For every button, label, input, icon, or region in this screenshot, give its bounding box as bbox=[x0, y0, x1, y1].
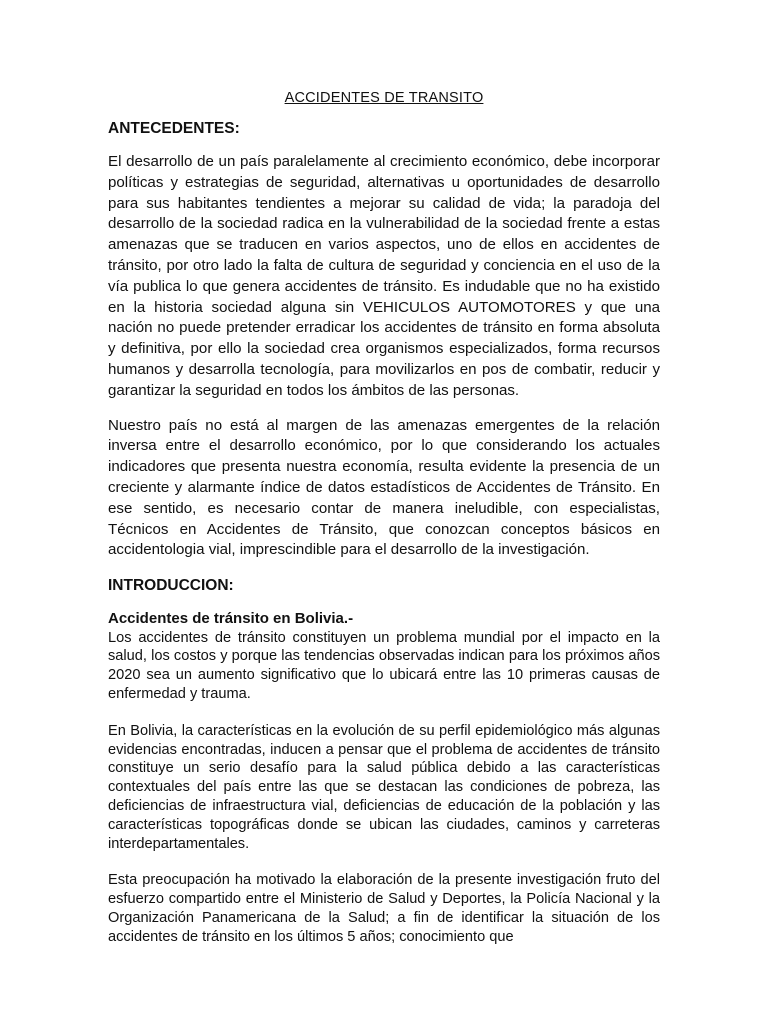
antecedentes-section bbox=[108, 118, 660, 561]
antecedentes-paragraph-2: Nuestro país no está al margen de las amenazas emergentes de la relación inversa entre el desarrollo económico, por lo que considerando los actuales indicadores que presenta nuestra economía, resulta evidente la presencia de un creciente y alarmante índice de datos estadísticos de Accidentes de Tránsito. En ese sentido, es necesario contar de manera ineludible, con especialistas, Técnicos en Accidentes de Tránsito, que conozcan conceptos básicos en accidentologia vial, imprescindible para el desarrollo de la investigación. bbox=[108, 416, 660, 559]
introduccion-section bbox=[108, 575, 660, 946]
introduccion-heading: INTRODUCCION: bbox=[108, 577, 234, 595]
antecedentes-paragraph-1: El desarrollo de un país paralelamente al crecimiento económico, debe incorporar políticas y estrategias de seguridad, alternativas u oportunidades de desarrollo para sus habitantes tendientes a mejorar su calidad de vida; la paradoja del desarrollo de la sociedad radica en la vulnerabilidad de la sociedad frente a estas amenazas que se traducen en varios aspectos, uno de ellos en accidentes de tránsito, por otro lado la falta de cultura de seguridad y conciencia en el uso de la vía publica lo que genera accidentes de tránsito. Es indudable que no ha existido en la historia sociedad alguna sin VEHICULOS AUTOMOTORES y que una nación no puede pretender erradicar los accidentes de tránsito en forma absoluta y definitiva, por ello la sociedad crea organismos especializados, forma recursos humanos y desarrolla tecnología, para movilizarlos en pos de combatir, reducir y garantizar la seguridad en todos los ámbitos de las personas. bbox=[108, 153, 660, 399]
introduccion-paragraph-1: Los accidentes de tránsito constituyen un problema mundial por el impacto en la salud, los costos y porque las tendencias observadas indican para los próximos años 2020 sea un aumento significativo que lo ubicará entre las 10 primeras causas de enfermedad y trauma. bbox=[108, 629, 660, 703]
introduccion-paragraph-2: En Bolivia, la características en la evolución de su perfil epidemiológico más algunas evidencias encontradas, inducen a pensar que el problema de accidentes de tránsito constituye un serio desafío para la salud pública debido a las características contextuales del país entre las que se destacan las condiciones de pobreza, las deficiencias de infraestructura vial, deficiencias de educación de la población y las características topográficas donde se ubican las ciudades, caminos y carreteras interdepartamentales. bbox=[108, 722, 660, 852]
introduccion-paragraph-3: Esta preocupación ha motivado la elaboración de la presente investigación fruto del esfuerzo compartido entre el Ministerio de Salud y Deportes, la Policía Nacional y la Organización Panamericana de la Salud; a fin de identificar la situación de los accidentes de tránsito en los últimos 5 años; conocimiento que bbox=[108, 872, 660, 945]
document-title: ACCIDENTES DE TRANSITO bbox=[284, 90, 484, 106]
antecedentes-heading: ANTECEDENTES: bbox=[108, 120, 240, 137]
bolivia-subheading: Accidentes de tránsito en Bolivia.- bbox=[108, 610, 354, 628]
document-page bbox=[108, 88, 660, 947]
